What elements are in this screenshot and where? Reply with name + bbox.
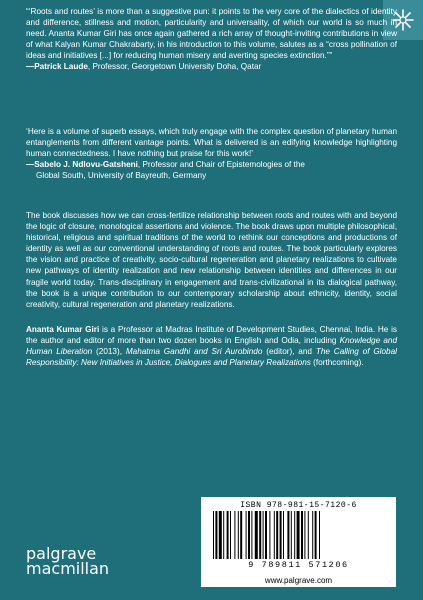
bio-text-part-4: (forthcoming). <box>310 358 364 368</box>
description-text: The book discusses how we can cross-fertilize relationship between roots and routes with and beyond the logic of closure, monological assertions and violence. The book draws upon multiple philosophical, historical, religious and spiritual traditions of the world to rethink our conceptions and productions of identity as well as our conventional understanding of roots and routes. The book particularly explores the vision and practice of creativity, socio-cultural regeneration and planetary realizations to cultivate new pathways of identity realization and new relationship between identities and differences in our fragile world today. Trans-disciplinary in engagement and trans-civilizational in its dialogical pathway, the book is a unique contribution to our contemporary scholarship about ethnicity, identity, social creativity, cultural regeneration and planetary realizations. <box>26 211 397 309</box>
barcode-digits: 9 789811 571206 <box>248 560 349 570</box>
quote-2-author-role-2: Global South, University of Bayreuth, Germany <box>36 171 207 181</box>
barcode-block <box>201 497 396 575</box>
endorsement-quote-1 <box>26 6 397 73</box>
bio-text-part-2: (2013), <box>92 347 126 357</box>
quote-2-attribution <box>26 159 397 170</box>
bio-text-part-1: is a Professor at Madras Institute of Development Studies, Chennai, India. He is the author and editor of more than two dozen books in English and Odia, including <box>26 325 397 346</box>
bio-text <box>26 324 397 368</box>
quote-1-attribution <box>26 61 397 72</box>
bio-book-3: The Calling of Global Responsibility: New Initiatives in Justice, Dialogues and Planetary Realizations <box>26 347 397 368</box>
publisher-line-2: macmillan <box>26 559 110 578</box>
barcode-icon <box>209 511 388 559</box>
quote-1-author-role: , Professor, Georgetown University Doha, Qatar <box>87 62 262 72</box>
bio-book-2: Mahatma Gandhi and Sri Aurobindo <box>125 347 263 357</box>
bio-book-1: Knowledge and Human Liberation <box>26 336 398 357</box>
publisher-line-1: palgrave <box>26 544 97 563</box>
quote-1-text: “‘Roots and routes’ is more than a suggestive pun: it points to the very core of the dialectics of identity and difference, stillness and motion, particularity and universality, of which our world is so much in need. Ananta Kumar Giri has once again gathered a rich array of thought-inviting contributions in view of what Kalyan Kumar Chakrabarty, in his introduction to this volume, salutes as a “cross pollination of ideas and initiatives [...] for reducing human misery and averting species extinction.”” <box>26 7 397 61</box>
book-description <box>26 210 397 310</box>
quote-1-author: —Patrick Laude <box>26 62 88 72</box>
quote-2-author-role-1: , Professor and Chair of Epistemologies of the <box>137 160 305 170</box>
isbn-label: ISBN 978-981-15-7120-6 <box>240 501 357 510</box>
publisher-wordmark <box>26 546 109 576</box>
bio-text-part-3: (editor), and <box>262 347 316 357</box>
endorsement-quote-2 <box>26 126 397 181</box>
publisher-url[interactable]: www.palgrave.com <box>201 574 396 587</box>
author-bio <box>26 324 397 368</box>
quote-2-text: ‘Here is a volume of superb essays, which truly engage with the complex question of planetary human entanglements from different vantage points. What is delivered is an edifying knowledge highlighting human connectedness. I have nothing but praise for this work!’ <box>26 127 397 159</box>
bio-author-name: Ananta Kumar Giri <box>26 325 100 334</box>
quote-2-author: —Sabelo J. Ndlovu-Gatsheni <box>26 160 138 170</box>
